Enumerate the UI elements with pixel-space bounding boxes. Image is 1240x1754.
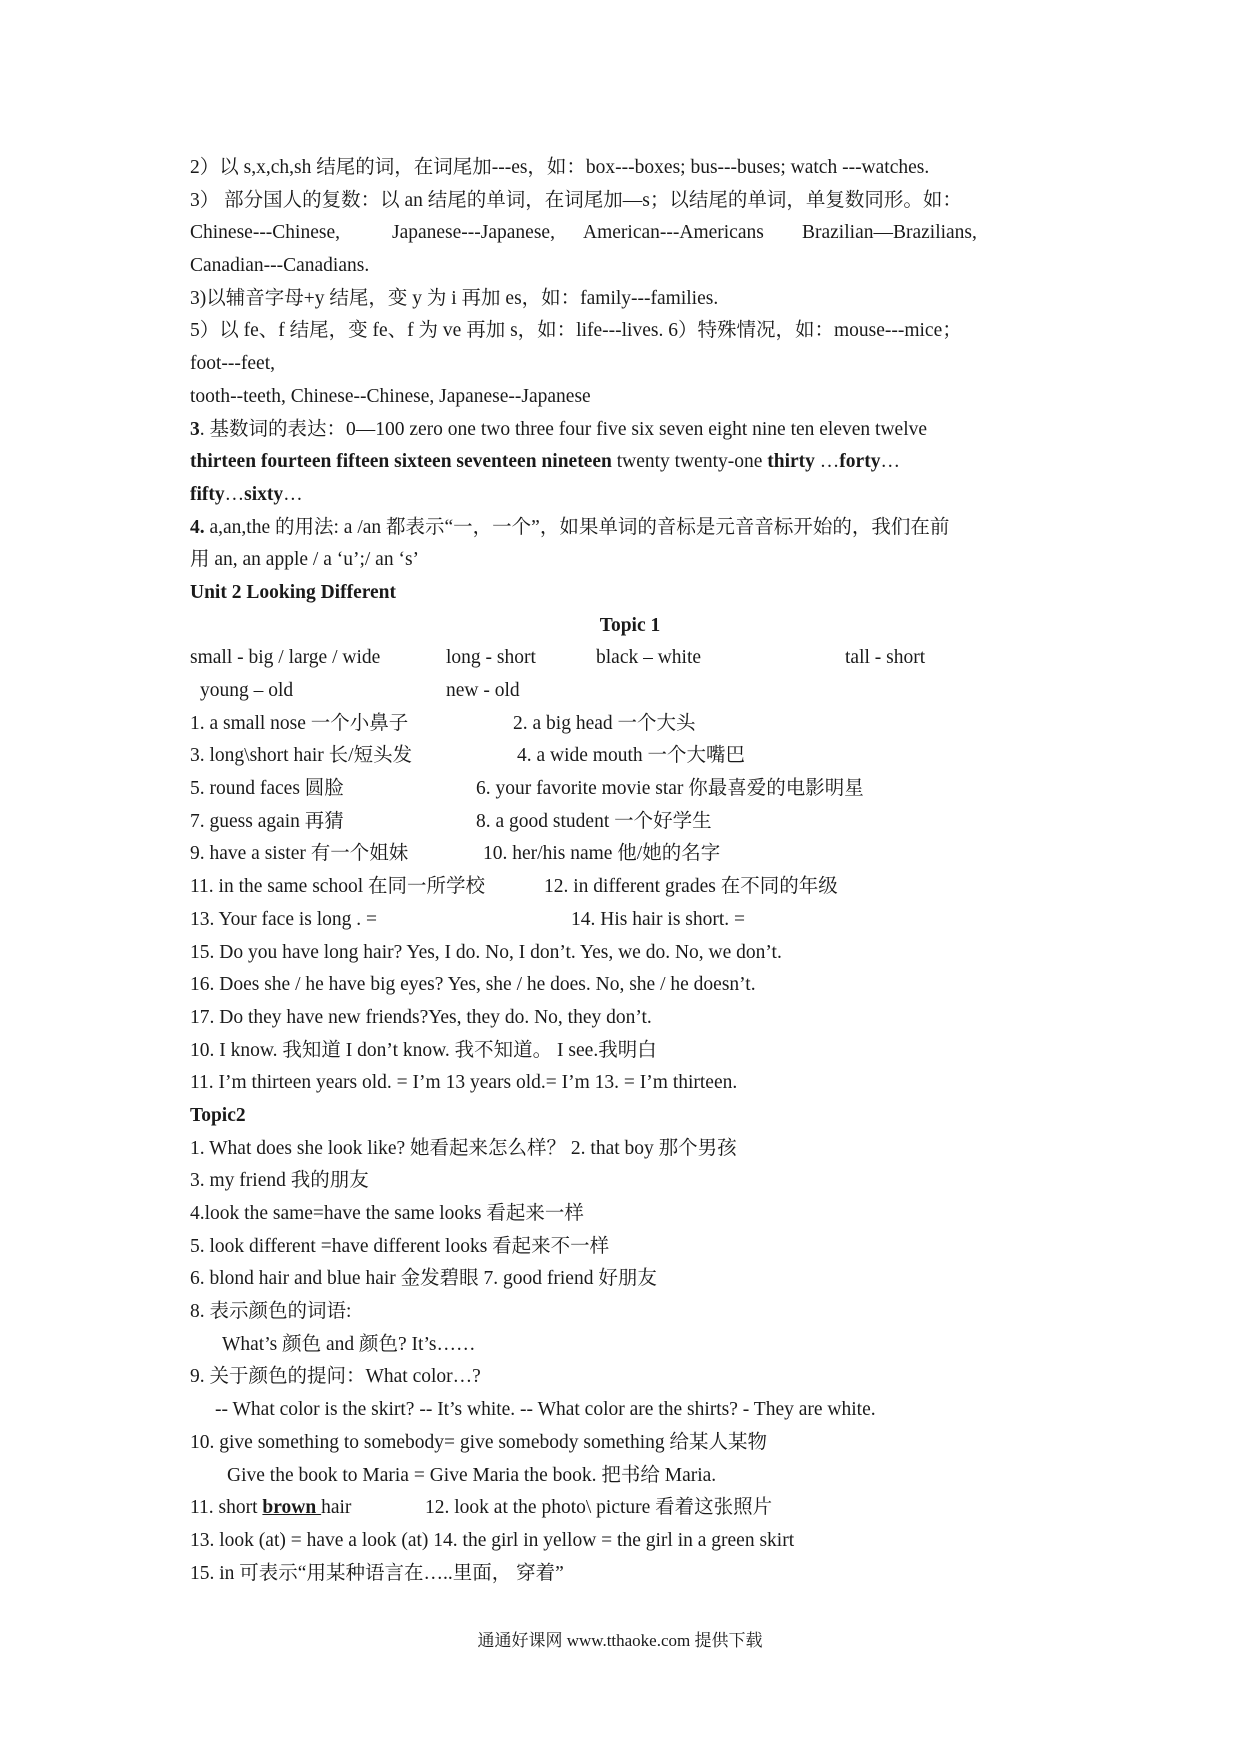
text-segment: 4. a wide mouth 一个大嘴巴: [517, 745, 746, 767]
text-line: 10. I know. 我知道 I don’t know. 我不知道。 I see.我明白: [190, 1039, 657, 1061]
text-line: 3)以辅音字母+y 结尾，变 y 为 i 再加 es，如：family---families.: [190, 287, 719, 309]
text-line: [190, 773, 1070, 806]
text-line: 15. in 可表示“用某种语言在…..里面， 穿着”: [190, 1562, 564, 1584]
text-line: [190, 806, 1070, 839]
bold-text: fifty: [190, 483, 225, 505]
text-segment: 8. a good student 一个好学生: [476, 810, 712, 832]
text-segment: 1. a small nose 一个小鼻子: [190, 712, 409, 734]
text-segment: Japanese---Japanese,: [392, 222, 555, 244]
text-segment: Chinese---Chinese,: [190, 222, 341, 244]
text-segment: small - big / large / wide: [190, 647, 381, 669]
bold-text: thirteen fourteen fifteen sixteen seventeen nineteen: [190, 451, 612, 473]
text-line: 3） 部分国人的复数：以 an 结尾的单词，在词尾加—s；以结尾的单词，单复数同形。如：: [190, 189, 962, 211]
topic-heading: Topic 1: [599, 614, 661, 636]
text-line: [190, 871, 1070, 904]
text-segment: 14. His hair is short. =: [571, 908, 746, 930]
bold-text: thirty: [767, 451, 815, 473]
text-line: [190, 479, 1070, 512]
text-line: [190, 512, 1070, 545]
text-segment: 11. in the same school 在同一所学校: [190, 876, 485, 898]
text-line: 15. Do you have long hair? Yes, I do. No, I don’t. Yes, we do. No, we don’t.: [190, 941, 782, 963]
text-line: [190, 708, 1070, 741]
text-segment: 12. in different grades 在不同的年级: [544, 876, 838, 898]
text-line: -- What color is the skirt? -- It’s white. -- What color are the shirts? - They are white.: [215, 1399, 876, 1421]
underlined-word: brown: [262, 1497, 322, 1519]
text-segment: …: [224, 483, 245, 505]
text-segment: 11. short: [190, 1497, 263, 1519]
text-line: 9. 关于颜色的提问：What color…?: [190, 1366, 481, 1388]
text-segment: . 基数词的表达：0—100 zero one two three four five six seven eight nine ten eleven twelve: [199, 418, 928, 440]
text-line: [190, 838, 1070, 871]
text-line: 1. What does she look like? 她看起来怎么样？ 2. that boy 那个男孩: [190, 1137, 737, 1159]
text-line: [190, 740, 1070, 773]
text-segment: hair: [321, 1497, 352, 1519]
text-segment: 12. look at the photo\ picture 看着这张照片: [425, 1497, 773, 1519]
text-line: 6. blond hair and blue hair 金发碧眼 7. good friend 好朋友: [190, 1268, 657, 1290]
text-segment: …: [814, 451, 840, 473]
text-segment: tall - short: [845, 647, 926, 669]
document-page: [190, 152, 1070, 1590]
text-segment: 3. long\short hair 长/短头发: [190, 745, 413, 767]
text-segment: [190, 1492, 351, 1525]
text-segment: new - old: [446, 680, 520, 701]
text-line: [190, 446, 1070, 479]
text-line: [190, 642, 1070, 675]
text-line: Give the book to Maria = Give Maria the book. 把书给 Maria.: [227, 1464, 717, 1486]
section-number: 4.: [190, 516, 205, 538]
topic-heading: Topic2: [190, 1104, 246, 1126]
text-segment: black – white: [596, 647, 702, 669]
text-segment: 9. have a sister 有一个姐妹: [190, 843, 409, 865]
text-segment: Brazilian—Brazilians,: [802, 222, 977, 244]
text-segment: 2. a big head 一个大头: [513, 712, 696, 734]
text-line: 17. Do they have new friends?Yes, they do. No, they don’t.: [190, 1006, 652, 1028]
text-line: 16. Does she / he have big eyes? Yes, she / he does. No, she / he doesn’t.: [190, 974, 756, 996]
text-line: [190, 675, 1070, 708]
text-segment: American---Americans: [583, 222, 764, 244]
text-line: What’s 颜色 and 颜色? It’s……: [222, 1333, 476, 1355]
text-segment: 10. her/his name 他/她的名字: [483, 843, 721, 865]
bold-text: forty: [839, 451, 881, 473]
text-line: 8. 表示颜色的词语:: [190, 1301, 352, 1323]
text-line: Canadian---Canadians.: [190, 255, 370, 277]
text-line: tooth--teeth, Chinese--Chinese, Japanese--Japanese: [190, 385, 591, 407]
text-segment: 5. round faces 圆脸: [190, 778, 344, 800]
text-segment: long - short: [446, 647, 536, 669]
text-line: 4.look the same=have the same looks 看起来一样: [190, 1203, 584, 1224]
text-line: [190, 904, 1070, 937]
text-line: 11. I’m thirteen years old. = I’m 13 years old.= I’m 13. = I’m thirteen.: [190, 1072, 738, 1094]
unit-heading: Unit 2 Looking Different: [190, 581, 397, 603]
section-number: 3: [190, 418, 200, 440]
text-line: foot---feet,: [190, 353, 275, 375]
text-line: 13. look (at) = have a look (at) 14. the girl in yellow = the girl in a green skirt: [190, 1529, 795, 1551]
text-line: 5）以 fe、f 结尾，变 fe、f 为 ve 再加 s，如：life---lives. 6）特殊情况，如：mouse---mice；: [190, 320, 962, 342]
text-segment: a,an,the 的用法: a /an 都表示“一，一个”，如果单词的音标是元音音标开始的，我们在前: [204, 516, 950, 538]
text-line: [190, 1492, 1070, 1525]
text-segment: twenty twenty-one: [611, 451, 768, 473]
text-line: [190, 414, 1070, 447]
text-segment: …: [283, 483, 303, 505]
text-line: 10. give something to somebody= give somebody something 给某人某物: [190, 1431, 768, 1453]
page-footer: 通通好课网 www.tthaoke.com 提供下载: [477, 1631, 763, 1650]
text-segment: 13. Your face is long . =: [190, 908, 378, 930]
text-segment: …: [880, 451, 900, 473]
text-segment: 6. your favorite movie star 你最喜爱的电影明星: [476, 778, 864, 800]
text-segment: young – old: [200, 680, 294, 701]
text-line: [190, 217, 1070, 250]
text-segment: 7. guess again 再猜: [190, 810, 344, 832]
text-line: 3. my friend 我的朋友: [190, 1170, 369, 1192]
text-line: 用 an, an apple / a ‘u’;/ an ‘s’: [190, 549, 420, 571]
bold-text: sixty: [244, 483, 284, 505]
text-line: 5. look different =have different looks 看起来不一样: [190, 1235, 610, 1257]
text-line: 2）以 s,x,ch,sh 结尾的词，在词尾加---es，如：box---boxes; bus---buses; watch ---watches.: [190, 157, 930, 178]
